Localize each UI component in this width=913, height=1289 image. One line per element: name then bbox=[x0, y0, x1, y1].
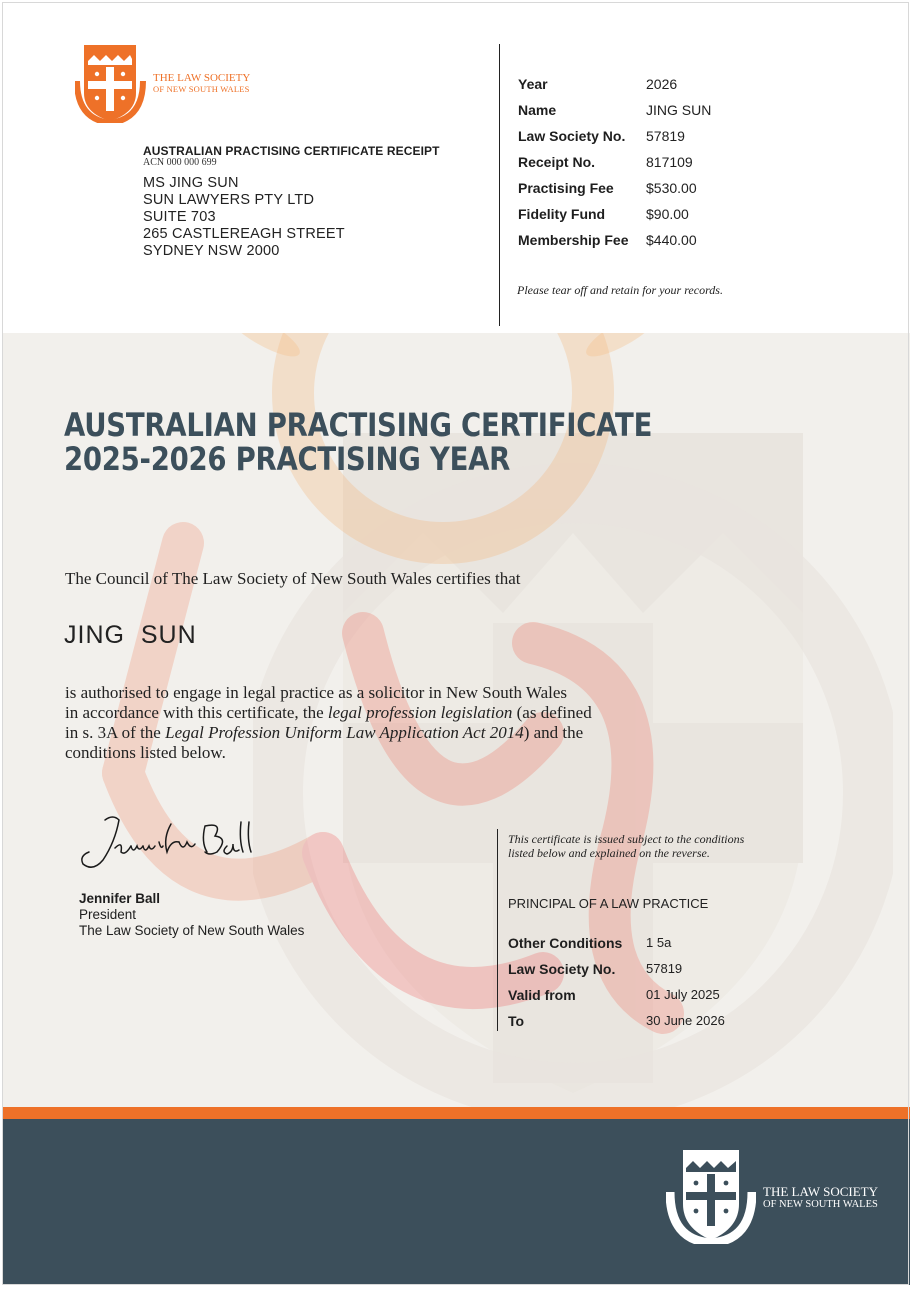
law-society-crest-footer-icon bbox=[666, 1148, 756, 1244]
logo-line1: THE LAW SOCIETY bbox=[153, 72, 251, 84]
receipt-details-table bbox=[518, 76, 711, 258]
receipt-row bbox=[518, 102, 711, 128]
handwritten-signature bbox=[75, 812, 255, 874]
receipt-label: Year bbox=[518, 76, 548, 92]
certificate-holder-name: JING SUN bbox=[64, 621, 197, 649]
law-society-crest-icon bbox=[75, 43, 147, 123]
heading-line2: 2025-2026 PRACTISING YEAR bbox=[64, 440, 511, 478]
receipt-row bbox=[518, 128, 711, 154]
receipt-value: 2026 bbox=[646, 76, 678, 92]
auth-line bbox=[65, 723, 715, 743]
receipt-row bbox=[518, 154, 711, 180]
address-line: MS JING SUN bbox=[143, 175, 239, 191]
auth-italic: legal profession legislation bbox=[327, 703, 513, 722]
signatory-org: The Law Society of New South Wales bbox=[79, 923, 305, 938]
tear-off-note: Please tear off and retain for your records. bbox=[517, 283, 723, 297]
condition-label: Other Conditions bbox=[508, 935, 623, 951]
receipt-label: Fidelity Fund bbox=[518, 206, 606, 222]
receipt-row bbox=[518, 180, 711, 206]
condition-row bbox=[508, 935, 725, 961]
conditions-table bbox=[508, 935, 725, 1039]
receipt-value: $90.00 bbox=[646, 206, 689, 222]
receipt-row bbox=[518, 76, 711, 102]
signatory-role: President bbox=[79, 907, 137, 922]
condition-label: To bbox=[508, 1013, 525, 1029]
auth-text: (as defined bbox=[512, 703, 592, 722]
condition-row bbox=[508, 987, 725, 1013]
signatory-name: Jennifer Ball bbox=[79, 891, 161, 906]
condition-value: 57819 bbox=[646, 961, 683, 976]
certificate-heading bbox=[64, 408, 652, 476]
logo-line2: OF NEW SOUTH WALES bbox=[763, 1199, 878, 1210]
signatory-block bbox=[79, 891, 304, 939]
auth-text: in accordance with this certificate, the bbox=[65, 703, 328, 722]
logo-wordmark-footer bbox=[763, 1185, 878, 1211]
authorisation-text bbox=[65, 683, 715, 763]
logo-line1: THE LAW SOCIETY bbox=[763, 1184, 878, 1199]
conditions-divider bbox=[497, 829, 498, 1031]
address-line: SUITE 703 bbox=[143, 209, 216, 225]
logo-wordmark-top bbox=[153, 73, 250, 95]
condition-label: Law Society No. bbox=[508, 961, 616, 977]
receipt-label: Practising Fee bbox=[518, 180, 614, 196]
receipt-value: $440.00 bbox=[646, 232, 697, 248]
condition-value: 30 June 2026 bbox=[646, 1013, 725, 1028]
address-line: SUN LAWYERS PTY LTD bbox=[143, 192, 315, 208]
receipt-divider bbox=[499, 44, 500, 326]
conditions-note-line: listed below and explained on the reverse. bbox=[508, 846, 710, 860]
receipt-label: Law Society No. bbox=[518, 128, 626, 144]
conditions-note-line: This certificate is issued subject to the conditions bbox=[508, 832, 745, 846]
practice-type: PRINCIPAL OF A LAW PRACTICE bbox=[508, 896, 709, 911]
condition-row bbox=[508, 961, 725, 987]
conditions-note bbox=[508, 832, 744, 860]
condition-value: 01 July 2025 bbox=[646, 987, 720, 1002]
receipt-label: Name bbox=[518, 102, 557, 118]
recipient-address bbox=[143, 175, 345, 260]
auth-text: in s. 3A of the bbox=[65, 723, 166, 742]
condition-label: Valid from bbox=[508, 987, 576, 1003]
receipt-title: AUSTRALIAN PRACTISING CERTIFICATE RECEIPT bbox=[143, 144, 440, 158]
auth-line: conditions listed below. bbox=[65, 743, 226, 762]
receipt-label: Membership Fee bbox=[518, 232, 629, 248]
receipt-value: 817109 bbox=[646, 154, 693, 170]
receipt-row bbox=[518, 232, 711, 258]
auth-line bbox=[65, 703, 715, 723]
heading-line1: AUSTRALIAN PRACTISING CERTIFICATE bbox=[64, 406, 653, 444]
auth-line: is authorised to engage in legal practice as a solicitor in New South Wales bbox=[65, 683, 568, 702]
auth-text: ) and the bbox=[523, 723, 584, 742]
logo-line2: OF NEW SOUTH WALES bbox=[153, 84, 250, 94]
receipt-acn: ACN 000 000 699 bbox=[143, 157, 217, 168]
receipt-value: JING SUN bbox=[646, 102, 712, 118]
condition-value: 1 5a bbox=[646, 935, 672, 950]
certifies-statement: The Council of The Law Society of New South Wales certifies that bbox=[65, 569, 521, 588]
receipt-value: 57819 bbox=[646, 128, 685, 144]
receipt-label: Receipt No. bbox=[518, 154, 596, 170]
auth-italic: Legal Profession Uniform Law Application Act 2014 bbox=[165, 723, 524, 742]
address-line: SYDNEY NSW 2000 bbox=[143, 243, 280, 259]
address-line: 265 CASTLEREAGH STREET bbox=[143, 226, 345, 242]
receipt-value: $530.00 bbox=[646, 180, 697, 196]
condition-row bbox=[508, 1013, 725, 1039]
receipt-row bbox=[518, 206, 711, 232]
